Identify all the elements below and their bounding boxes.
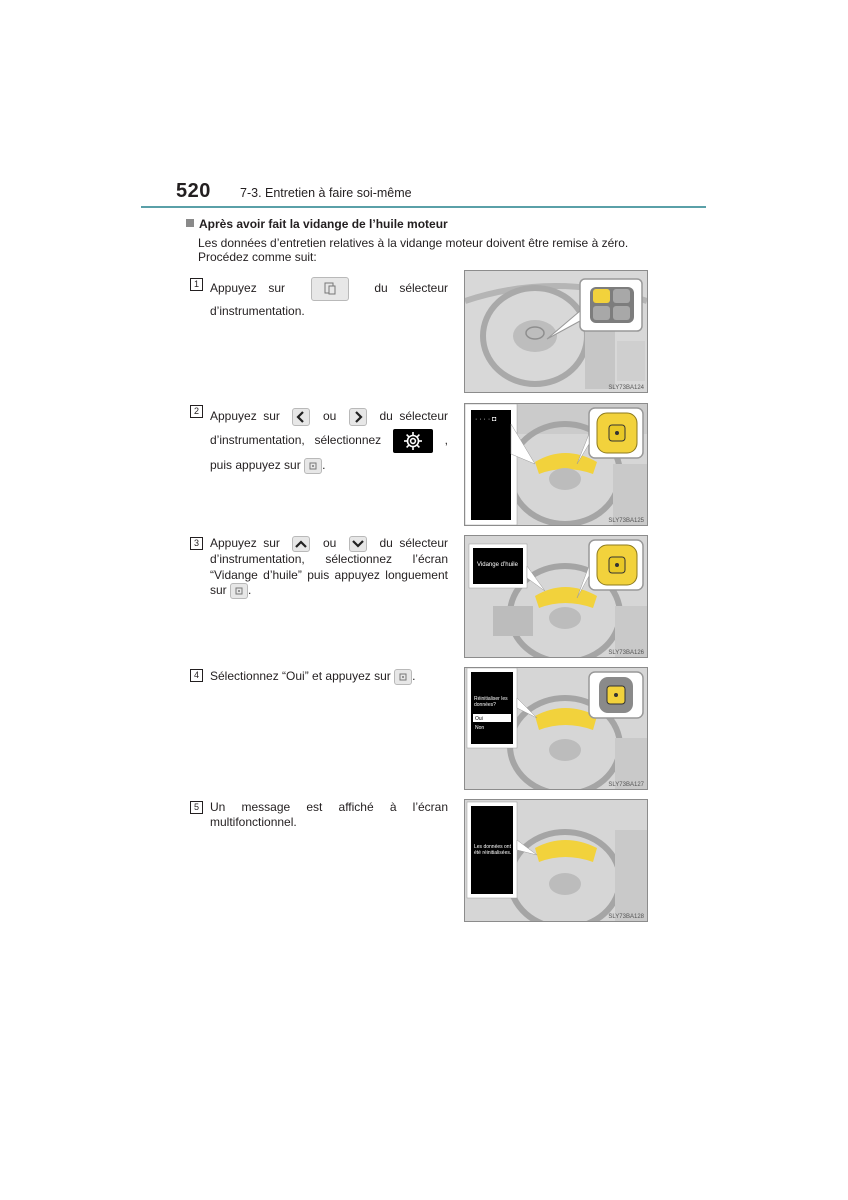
image-code: SLY73BA124: [608, 385, 644, 391]
illustration-step-1: [464, 270, 648, 393]
subheading-text: Après avoir fait la vidange de l’huile moteur: [199, 217, 448, 231]
illustration-step-5: [464, 799, 648, 922]
step-text-part: .: [322, 457, 326, 472]
screen-question: Réinitialiser les données?: [474, 696, 508, 708]
screen-option-yes: Oui: [475, 716, 483, 722]
intro-line-2: Procédez comme suit:: [198, 250, 317, 264]
chevron-left-icon: [292, 408, 310, 426]
header-divider: [141, 206, 706, 208]
step-text: [210, 668, 448, 685]
screen-option-no: Non: [475, 725, 485, 731]
meter-display-icon: [311, 277, 349, 301]
image-code: SLY73BA126: [608, 650, 644, 656]
step-number: 5: [190, 801, 203, 814]
intro-line-1: Les données d’entretien relatives à la vidange moteur doivent être remise à zéro.: [198, 236, 629, 250]
step-2: [190, 404, 448, 477]
step-3: [190, 536, 448, 599]
step-text-part: Appuyez sur: [210, 409, 280, 423]
step-5: [190, 800, 448, 830]
subheading: [186, 217, 448, 231]
step-text-part: Appuyez sur: [210, 281, 286, 296]
step-text-part: Un message est affiché à l’écran multifonctionnel.: [210, 800, 448, 829]
enter-button-icon: [304, 458, 322, 474]
illustration-step-2: [464, 403, 648, 526]
screen-message: Vidange d’huile: [477, 562, 518, 568]
step-number: 4: [190, 669, 203, 682]
image-code: SLY73BA125: [608, 518, 644, 524]
step-text-part: Sélectionnez “Oui” et appuyez sur: [210, 669, 391, 683]
chevron-down-icon: [349, 536, 367, 552]
step-text-part: du sélecteur d’instrumentation.: [210, 281, 449, 318]
step-text-part: du sélecteur d’instrumentation, sélectionnez: [210, 409, 449, 447]
step-1: [190, 277, 448, 321]
step-text-part: ou: [323, 536, 337, 551]
illustration-step-3: [464, 535, 648, 658]
screen-message: Les données ont été réinitialisées.: [474, 844, 512, 856]
step-text-part: , puis appuyez sur: [210, 433, 449, 472]
step-number: 1: [190, 278, 203, 291]
image-code: SLY73BA127: [608, 782, 644, 788]
step-text-part: ou: [323, 409, 337, 423]
step-number: 3: [190, 537, 203, 550]
gear-icon: [393, 429, 433, 453]
step-text-part: .: [412, 669, 416, 683]
step-text-part: Appuyez sur: [210, 536, 280, 551]
step-text: [210, 277, 448, 321]
step-4: [190, 668, 448, 685]
step-text: [210, 404, 448, 477]
image-code: SLY73BA128: [608, 914, 644, 920]
intro-paragraph: [198, 236, 658, 264]
section-title: 7-3. Entretien à faire soi-même: [240, 186, 412, 200]
step-number: 2: [190, 405, 203, 418]
chevron-up-icon: [292, 536, 310, 552]
enter-button-icon: [394, 669, 412, 685]
step-text: [210, 536, 448, 599]
screen-icons-row: · · · · ◘: [475, 416, 497, 423]
step-text-part: du sélecteur d’instrumentation, sélectionnez l’écran “Vidange d’huile” puis appuyez longuement sur: [210, 536, 449, 598]
chevron-right-icon: [349, 408, 367, 426]
enter-button-icon: [230, 583, 248, 599]
page-number: 520: [176, 180, 211, 202]
step-text-part: .: [248, 583, 252, 598]
illustration-step-4: [464, 667, 648, 790]
step-text: [210, 800, 448, 830]
square-bullet-icon: [186, 219, 194, 227]
